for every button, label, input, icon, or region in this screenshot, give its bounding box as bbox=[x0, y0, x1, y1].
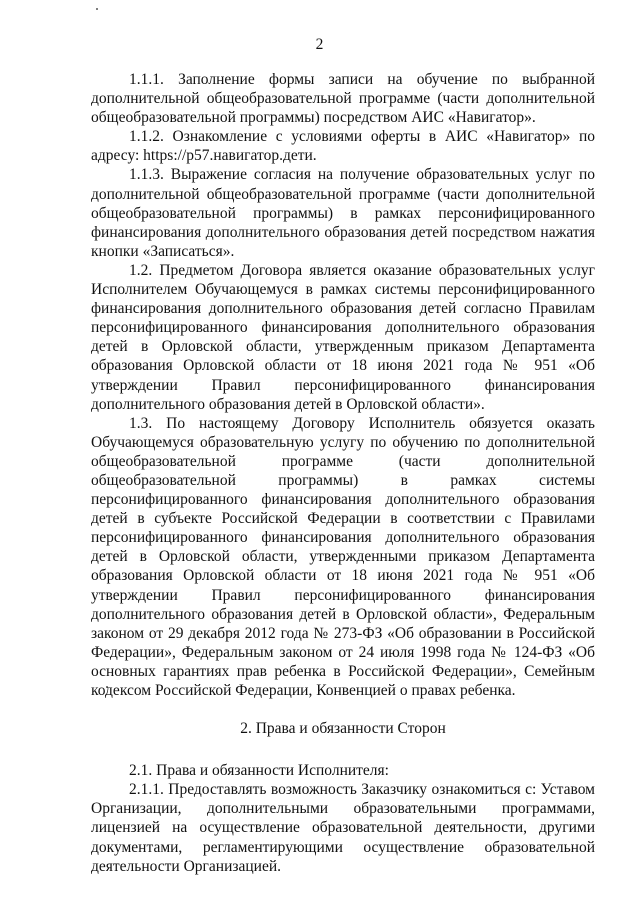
clause-1-1-3: 1.1.3. Выражение согласия на получение образовательных услуг по дополнительной общеобразовательной программе (части дополнительной общеобразовательной программы) в рамках персонифицированного финансирования дополнительного образования детей посредством нажатия кнопки «Записаться». bbox=[91, 166, 595, 260]
page-number: 2 bbox=[315, 36, 324, 53]
clause-2-1-1: 2.1.1. Предоставлять возможность Заказчику ознакомиться с: Уставом Организации, дополнительными образовательными программами, лицензией на осуществление образовательной деятельности, другими документами, регламентирующими осуществление образовательной деятельности Организацией. bbox=[91, 781, 595, 875]
clause-1-1-2: 1.1.2. Ознакомление с условиями оферты в АИС «Навигатор» по адресу: https://p57.навигатор.дети. bbox=[91, 128, 595, 165]
clause-1-1-1: 1.1.1. Заполнение формы записи на обучение по выбранной дополнительной общеобразовательной программе (части дополнительной общеобразовательной программы) посредством АИС «Навигатор». bbox=[91, 71, 595, 127]
clause-1-2: 1.2. Предметом Договора является оказание образовательных услуг Исполнителем Обучающемуся в рамках системы персонифицированного финансирования дополнительного образования детей согласно Правилам персонифицированного финансирования дополнительного образования детей в Орловской области, утвержденным приказом Департамента образования Орловской области от 18 июня 2021 года № 951 «Об утверждении Правил персонифицированного финансирования дополнительного образования детей в Орловской области». bbox=[91, 261, 595, 413]
scan-speck bbox=[96, 8, 98, 10]
section-heading: 2. Права и обязанности Сторон bbox=[240, 720, 446, 738]
clause-2-1: 2.1. Права и обязанности Исполнителя: bbox=[129, 762, 389, 780]
document-body bbox=[91, 70, 595, 876]
clause-1-3: 1.3. По настоящему Договору Исполнитель обязуется оказать Обучающемуся образовательную услугу по обучению по дополнительной общеобразовательной программе (части дополнительной общеобразовательной программы) в рамках системы персонифицированного финансирования дополнительного образования детей в субъекте Российской Федерации в соответствии с Правилами персонифицированного финансирования дополнительного образования детей в Орловской области, утвержденными приказом Департамента образования Орловской области от 18 июня 2021 года № 951 «Об утверждении Правил персонифицированного финансирования дополнительного образования детей в Орловской области», Федеральным законом от 29 декабря 2012 года № 273-ФЗ «Об образовании в Российской Федерации», Федеральным законом от 24 июля 1998 года № 124-ФЗ «Об основных гарантиях прав ребенка в Российской Федерации», Семейным кодексом Российской Федерации, Конвенцией о правах ребенка. bbox=[91, 414, 595, 699]
